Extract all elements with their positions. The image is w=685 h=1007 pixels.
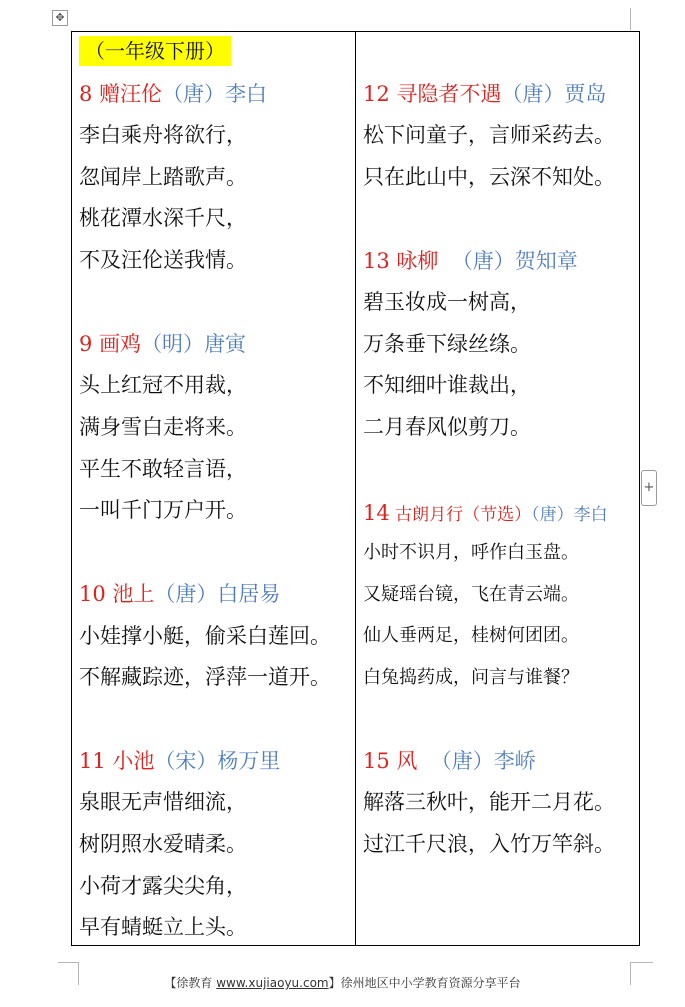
poem-title [79, 330, 246, 358]
poem-name: 咏柳 [396, 249, 439, 273]
footer-brand: 【徐教育 [164, 976, 213, 990]
poem-table [71, 31, 640, 946]
footer-platform: 】徐州地区中小学教育资源分享平台 [328, 976, 521, 990]
poem-number: 9 [79, 332, 93, 356]
poem-dynasty: （唐） [531, 505, 574, 525]
poem-line: 万条垂下绿丝绦。 [363, 332, 531, 356]
poem-line: 过江千尺浪，入竹万竿斜。 [363, 832, 615, 856]
add-column-plus-icon[interactable]: + [641, 470, 657, 506]
poem-line: 头上红冠不用裁， [79, 373, 247, 397]
poem-line: 小荷才露尖尖角， [79, 874, 247, 898]
poem-line: 又疑瑶台镜，飞在青云端。 [363, 584, 579, 605]
poem-line: 白兔捣药成，问言与谁餐？ [363, 667, 579, 688]
page-corner-mark [630, 8, 651, 30]
poem-line: 不及汪伦送我情。 [79, 248, 247, 272]
poem-number: 11 [79, 749, 106, 773]
poem-author: 贺知章 [514, 249, 578, 273]
poem-line: 不知细叶谁裁出， [363, 373, 531, 397]
poem-dynasty: （唐） [162, 82, 226, 106]
poem-number: 15 [363, 749, 390, 773]
poem-line: 二月春风似剪刀。 [363, 415, 531, 439]
poem-author: 白居易 [217, 582, 281, 606]
poem-line: 忽闻岸上踏歌声。 [79, 165, 247, 189]
poem-number: 13 [363, 249, 390, 273]
poem-title [363, 499, 608, 529]
poem-title [363, 247, 578, 275]
poem-line: 碧玉妆成一树高， [363, 290, 531, 314]
footer-link[interactable]: www.xujiaoyu.com [216, 976, 329, 990]
page-footer [0, 974, 685, 991]
table-move-handle-icon[interactable]: ✥ [52, 10, 68, 26]
poem-author: 李白 [225, 82, 268, 106]
poem-dynasty: （明） [141, 332, 205, 356]
poem-line: 一叫千门万户开。 [79, 498, 247, 522]
column-divider [355, 32, 356, 945]
poem-name: 寻隐者不遇 [396, 82, 502, 106]
poem-name: 池上 [112, 582, 155, 606]
poem-name: 小池 [112, 749, 155, 773]
poem-line: 仙人垂两足，桂树何团团。 [363, 625, 579, 646]
poem-line: 桃花潭水深千尺， [79, 206, 247, 230]
poem-line: 平生不敢轻言语， [79, 457, 247, 481]
poem-title [363, 80, 606, 108]
poem-dynasty: （唐） [154, 582, 218, 606]
poem-name: 画鸡 [99, 332, 142, 356]
poem-dynasty: （唐） [501, 82, 565, 106]
poem-number: 14 [363, 501, 390, 525]
poem-line: 树阴照水爱晴柔。 [79, 832, 247, 856]
poem-author: 杨万里 [217, 749, 281, 773]
grade-label: （一年级下册） [79, 36, 231, 66]
poem-title [79, 747, 280, 775]
poem-author: 李峤 [493, 749, 536, 773]
poem-title [79, 80, 267, 108]
poem-number: 12 [363, 82, 390, 106]
poem-name: 古朗月行（节选） [395, 505, 532, 525]
poem-line: 不解藏踪迹，浮萍一道开。 [79, 665, 331, 689]
poem-dynasty: （唐） [430, 749, 494, 773]
poem-name: 风 [396, 749, 418, 773]
poem-line: 早有蜻蜓立上头。 [79, 915, 247, 939]
poem-line: 只在此山中，云深不知处。 [363, 165, 615, 189]
poem-line: 满身雪白走将来。 [79, 415, 247, 439]
poem-name: 赠汪伦 [99, 82, 163, 106]
poem-author: 唐寅 [204, 332, 247, 356]
poem-line: 小时不识月，呼作白玉盘。 [363, 542, 579, 563]
poem-dynasty: （唐） [451, 249, 515, 273]
poem-line: 泉眼无声惜细流， [79, 790, 247, 814]
poem-dynasty: （宋） [154, 749, 218, 773]
poem-number: 10 [79, 582, 106, 606]
poem-author: 贾岛 [564, 82, 607, 106]
poem-line: 解落三秋叶，能开二月花。 [363, 790, 615, 814]
poem-line: 小娃撑小艇，偷采白莲回。 [79, 624, 331, 648]
poem-line: 松下问童子，言师采药去。 [363, 123, 615, 147]
poem-author: 李白 [573, 505, 608, 525]
poem-number: 8 [79, 82, 93, 106]
poem-title [79, 580, 280, 608]
poem-title [363, 747, 536, 775]
poem-line: 李白乘舟将欲行， [79, 123, 247, 147]
